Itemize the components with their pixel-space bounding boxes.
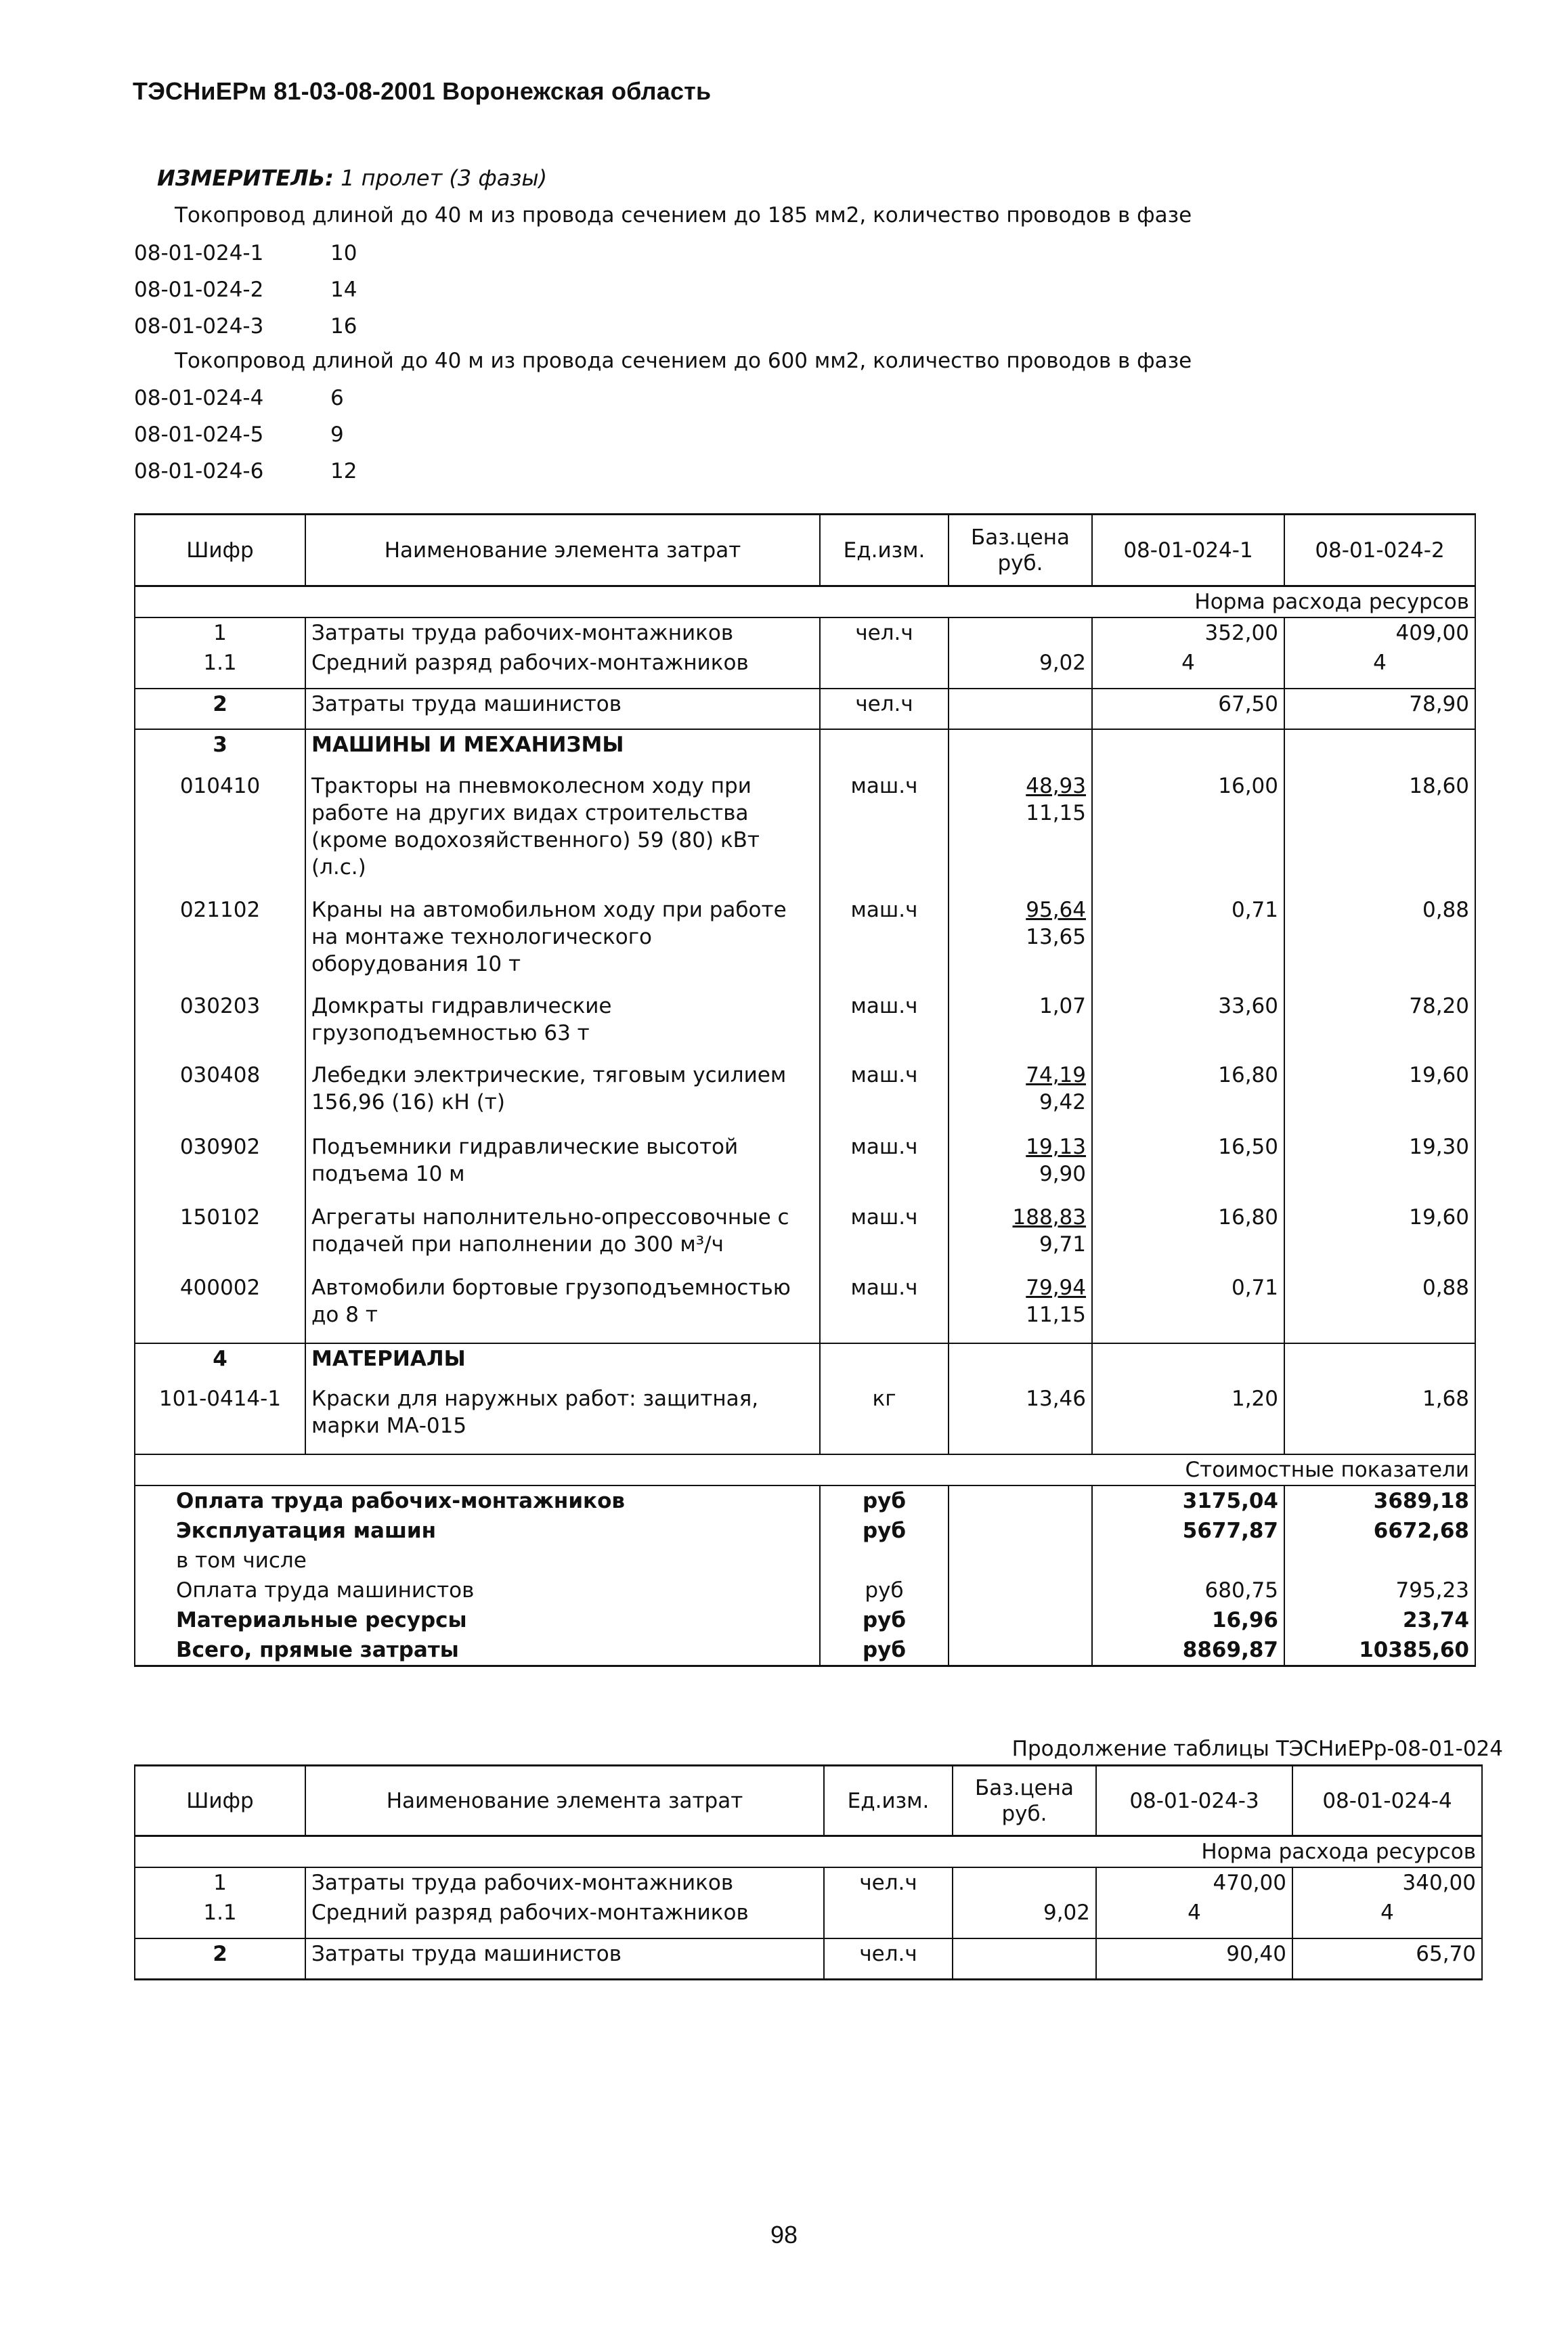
code-line: 08-01-024-3 16 (134, 314, 357, 339)
table-header (135, 515, 1475, 586)
table-row: 2 Затраты труда машинистов чел.ч 90,40 65,70 (135, 1938, 1482, 1979)
table-row: 150102 Агрегаты наполнительно-опрессовочные с подачей при наполнении до 300 м³/ч маш.ч 188,83 9,71 16,80 19,60 (135, 1202, 1475, 1273)
document-title: ТЭСНиЕРм 81-03-08-2001 Воронежская область (133, 77, 712, 105)
col-header-name: Наименование элемента затрат (305, 1766, 824, 1836)
resource-table-2 (134, 1764, 1483, 1980)
code-line: 08-01-024-6 12 (134, 459, 357, 483)
code-line: 08-01-024-5 9 (134, 422, 344, 447)
cost-section-label: Стоимостные показатели (135, 1454, 1475, 1485)
group-description-1: Токопровод длиной до 40 м из провода сечением до 185 мм2, количество проводов в фазе (175, 203, 1192, 227)
table-row: 010410 Тракторы на пневмоколесном ходу при работе на других видах строительства (кроме водохозяйственного) 59 (80) кВт (л.с.) маш.ч 48,93 11,15 16,00 18,60 (135, 771, 1475, 895)
cost-row: Материальные ресурсы руб 16,96 23,74 (135, 1605, 1475, 1635)
col-header-code: Шифр (135, 1766, 305, 1836)
measure-line (157, 165, 547, 191)
col-header-norm-2: 08-01-024-2 (1284, 515, 1475, 586)
col-header-norm-3: 08-01-024-3 (1096, 1766, 1292, 1836)
code-line: 08-01-024-2 14 (134, 278, 357, 302)
page-number: 98 (770, 2221, 798, 2249)
col-header-unit: Ед.изм. (824, 1766, 953, 1836)
table-row: 2 Затраты труда машинистов чел.ч 67,50 78,90 (135, 689, 1475, 729)
cost-row: Оплата труда рабочих-монтажников руб 3175,04 3689,18 (135, 1485, 1475, 1516)
section-row-machines: 3 МАШИНЫ И МЕХАНИЗМЫ (135, 729, 1475, 771)
table-row: 1 Затраты труда рабочих-монтажников чел.ч 352,00 409,00 (135, 617, 1475, 648)
col-header-price: Баз.цена руб. (953, 1766, 1096, 1836)
table-row: 1.1 Средний разряд рабочих-монтажников 9,02 4 4 (135, 1898, 1482, 1938)
cost-row: Эксплуатация машин руб 5677,87 6672,68 (135, 1516, 1475, 1546)
cost-row: Всего, прямые затраты руб 8869,87 10385,60 (135, 1635, 1475, 1666)
resource-table-1 (134, 513, 1476, 1667)
table-row: 1 Затраты труда рабочих-монтажников чел.ч 470,00 340,00 (135, 1867, 1482, 1898)
code-line: 08-01-024-4 6 (134, 386, 344, 410)
code-line: 08-01-024-1 10 (134, 241, 357, 265)
table-row: 030203 Домкраты гидравлические грузоподъемностью 63 т маш.ч 1,07 33,60 78,20 (135, 991, 1475, 1060)
col-header-code: Шифр (135, 515, 305, 586)
col-header-unit: Ед.изм. (820, 515, 949, 586)
table-row: 030408 Лебедки электрические, тяговым усилием 156,96 (16) кН (т) маш.ч 74,19 9,42 16,80 19,60 (135, 1060, 1475, 1132)
norm-section-label: Норма расхода ресурсов (135, 1836, 1482, 1868)
cost-row: Оплата труда машинистов руб 680,75 795,23 (135, 1576, 1475, 1605)
norm-section-label: Норма расхода ресурсов (135, 586, 1475, 618)
section-row-materials: 4 МАТЕРИАЛЫ (135, 1343, 1475, 1384)
table-row: 030902 Подъемники гидравлические высотой подъема 10 м маш.ч 19,13 9,90 16,50 19,30 (135, 1132, 1475, 1202)
col-header-norm-1: 08-01-024-1 (1092, 515, 1284, 586)
col-header-name: Наименование элемента затрат (305, 515, 820, 586)
table-header (135, 1766, 1482, 1836)
table-row: 101-0414-1 Краски для наружных работ: защитная, марки МА-015 кг 13,46 1,20 1,68 (135, 1384, 1475, 1454)
cost-row: в том числе (135, 1546, 1475, 1576)
table-row: 1.1 Средний разряд рабочих-монтажников 9,02 4 4 (135, 648, 1475, 689)
table-row: 400002 Автомобили бортовые грузоподъемностью до 8 т маш.ч 79,94 11,15 0,71 0,88 (135, 1273, 1475, 1343)
col-header-norm-4: 08-01-024-4 (1292, 1766, 1482, 1836)
measure-value: 1 пролет (3 фазы) (341, 165, 548, 191)
table-row: 021102 Краны на автомобильном ходу при работе на монтаже технологического оборудования 10 т маш.ч 95,64 13,65 0,71 0,88 (135, 895, 1475, 991)
group-description-2: Токопровод длиной до 40 м из провода сечением до 600 мм2, количество проводов в фазе (175, 349, 1192, 373)
measure-label: ИЗМЕРИТЕЛЬ: (157, 165, 334, 191)
col-header-price: Баз.цена руб. (949, 515, 1092, 586)
continuation-caption: Продолжение таблицы ТЭСНиЕРр-08-01-024 (1011, 1737, 1503, 1761)
